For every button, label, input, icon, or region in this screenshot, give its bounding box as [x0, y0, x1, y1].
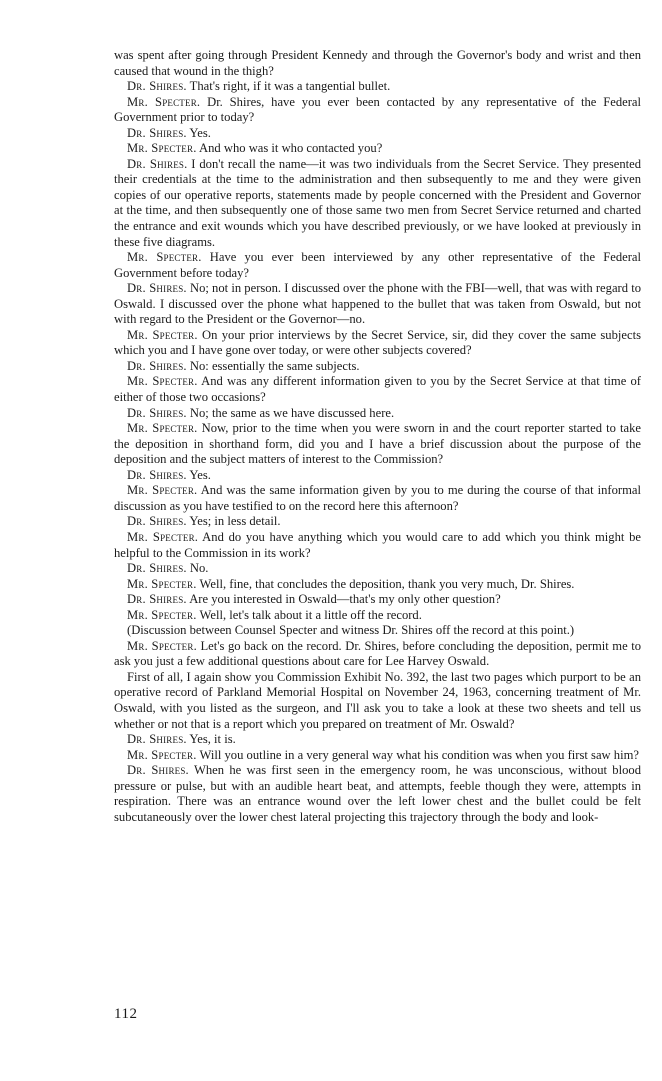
paragraph [114, 374, 641, 405]
speaker: Mr. Specter. [127, 94, 201, 109]
paragraph [114, 281, 641, 328]
paragraph [114, 514, 641, 530]
paragraph-text: Yes. [186, 467, 211, 482]
speaker: Mr. Specter. [127, 421, 198, 436]
paragraph-text: No; not in person. I discussed over the phone with the FBI—well, that was with regard to Oswald. I discussed over the phone what happened to the bullet that was taken from Oswald, but not with regard to the President or the Governor—no. [114, 281, 642, 327]
speaker: Mr. Specter. [127, 374, 198, 389]
speaker: Mr. Specter. [127, 747, 197, 762]
speaker: Mr. Specter. [127, 529, 199, 544]
paragraph [114, 608, 641, 624]
speaker: Dr. Shires. [127, 561, 187, 576]
speaker: Dr. Shires. [127, 281, 187, 296]
paragraph-text: I don't recall the name—it was two individuals from the Secret Service. They presented their credentials at the time to the administration and then subsequently to me and they were given copies of our operative reports, statements made by people concerned with the President and Governor at the time, and then subsequently one of those same two men from Secret Service returned and charted the entrance and exit wounds which you have described previously, or we have looked at previously in these five diagrams. [114, 156, 642, 249]
paragraph-text: was spent after going through President Kennedy and through the Governor's body and wrist and then caused that wound in the thigh? [114, 48, 641, 78]
speaker: Dr. Shires. [127, 405, 187, 420]
paragraph-text: No: essentially the same subjects. [186, 358, 360, 373]
speaker: Dr. Shires. [127, 763, 189, 778]
speaker: Mr. Specter. [127, 327, 198, 342]
paragraph [114, 592, 641, 608]
speaker: Dr. Shires. [127, 358, 187, 373]
paragraph-text: Yes. [186, 125, 211, 140]
paragraph [114, 157, 641, 250]
paragraph-text: Dr. Shires, have you ever been contacted by any representative of the Federal Government prior to today? [114, 94, 641, 125]
speaker: Mr. Specter. [127, 638, 197, 653]
paragraph-text: Are you interested in Oswald—that's my only other question? [186, 592, 501, 607]
paragraph [114, 530, 641, 561]
paragraph [114, 561, 641, 577]
paragraph [114, 250, 641, 281]
speaker: Mr. Specter. [127, 576, 197, 591]
speaker: Dr. Shires. [127, 732, 187, 747]
speaker: Dr. Shires. [127, 514, 187, 529]
paragraph [114, 468, 641, 484]
paragraph [114, 623, 641, 639]
paragraph-text: Yes; in less detail. [186, 514, 281, 529]
paragraph-text: No; the same as we have discussed here. [186, 405, 395, 420]
paragraph [114, 483, 641, 514]
speaker: Mr. Specter. [127, 250, 202, 265]
paragraph [114, 748, 641, 764]
paragraph-text: No. [186, 561, 209, 576]
paragraph-text: That's right, if it was a tangential bullet. [186, 79, 391, 94]
paragraph-text: When he was first seen in the emergency room, he was unconscious, without blood pressure or pulse, but with an audible heart beat, and attempts, feeble though they were, attempts in respiration. There was an entrance wound over the left lower chest and the bullet could be felt subcutaneously over the lower chest lateral projecting this trajectory through the body and look- [114, 763, 641, 824]
paragraph [114, 406, 641, 422]
paragraph-text: First of all, I again show you Commission Exhibit No. 392, the last two pages which purport to be an operative record of Parkland Memorial Hospital on November 24, 1963, concerning treatment of Mr. Oswald, with you listed as the surgeon, and I'll ask you to take a look at these two sheets and tell us whether or not that is a report which you prepared on treatment of Mr. Oswald? [114, 669, 641, 731]
paragraph-text: And was any different information given to you by the Secret Service at that time of either of those two occasions? [114, 374, 641, 405]
paragraph [114, 577, 641, 593]
paragraph [114, 732, 641, 748]
transcript-page [114, 48, 641, 825]
paragraph-text: (Discussion between Counsel Specter and witness Dr. Shires off the record at this point.) [127, 623, 575, 638]
paragraph [114, 79, 641, 95]
paragraph [114, 763, 641, 825]
paragraph-text: And who was it who contacted you? [196, 141, 383, 156]
paragraph-text: And do you have anything which you would care to add which you think might be helpful to the Commission in its work? [114, 529, 641, 560]
paragraph-text: Well, let's talk about it a little off the record. [196, 607, 422, 622]
page-number: 112 [114, 1006, 138, 1022]
paragraph-text: Will you outline in a very general way what his condition was when you first saw him? [196, 747, 639, 762]
paragraph [114, 126, 641, 142]
paragraph [114, 421, 641, 468]
paragraph [114, 328, 641, 359]
paragraph [114, 359, 641, 375]
paragraph-text: And was the same information given by you to me during the course of that informal discussion as you have testified to on the record here this afternoon? [114, 483, 641, 513]
speaker: Dr. Shires. [127, 156, 188, 171]
paragraph [114, 48, 641, 79]
speaker: Mr. Specter. [127, 607, 197, 622]
speaker: Dr. Shires. [127, 592, 187, 607]
speaker: Dr. Shires. [127, 79, 187, 94]
paragraph [114, 670, 641, 732]
speaker: Mr. Specter. [127, 141, 197, 156]
paragraph-text: On your prior interviews by the Secret Service, sir, did they cover the same subjects which you and I have gone over today, or were other subjects covered? [114, 327, 641, 358]
paragraph-text: Now, prior to the time when you were sworn in and the court reporter started to take the deposition in shorthand form, did you and I have a brief discussion about the purpose of the deposition and the subject matters of interest to the Commission? [114, 421, 641, 467]
paragraph [114, 95, 641, 126]
speaker: Dr. Shires. [127, 467, 187, 482]
speaker: Dr. Shires. [127, 125, 187, 140]
paragraph-text: Well, fine, that concludes the deposition, thank you very much, Dr. Shires. [196, 576, 575, 591]
paragraph-text: Have you ever been interviewed by any other representative of the Federal Government before today? [114, 250, 641, 280]
paragraph [114, 639, 641, 670]
paragraph-text: Let's go back on the record. Dr. Shires, before concluding the deposition, permit me to ask you just a few additional questions about care for Lee Harvey Oswald. [114, 638, 641, 669]
paragraph [114, 141, 641, 157]
paragraph-text: Yes, it is. [186, 732, 236, 747]
speaker: Mr. Specter. [127, 483, 198, 498]
